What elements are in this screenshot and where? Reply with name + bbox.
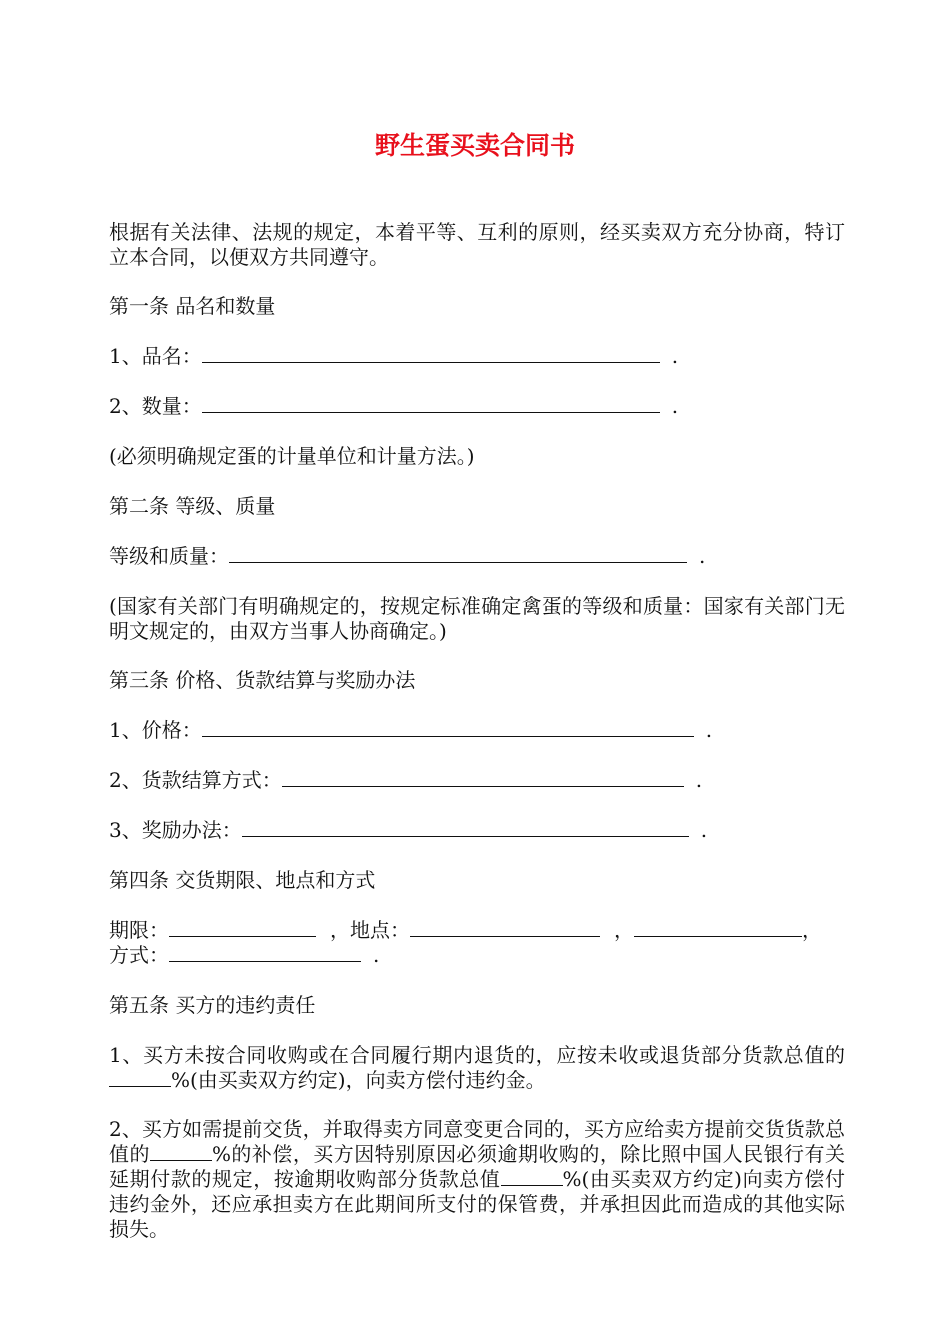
term-label: 期限：: [109, 918, 169, 942]
article-1-note: (必须明确规定蛋的计量单位和计量方法。): [109, 444, 475, 468]
price-line: [109, 718, 845, 743]
reward-line: [109, 818, 845, 843]
place-label: ，地点：: [330, 918, 410, 942]
extra-blank[interactable]: [634, 918, 802, 937]
overdue-rate-blank[interactable]: [501, 1167, 563, 1186]
delivery-line-1: [109, 918, 845, 943]
end-mark: .: [671, 394, 679, 418]
product-name-label: 1、品名：: [109, 344, 202, 368]
grade-quality-blank[interactable]: [229, 544, 687, 563]
product-name-blank[interactable]: [202, 344, 660, 363]
article-2-heading: 第二条 等级、质量: [109, 494, 276, 518]
place-blank[interactable]: [410, 918, 600, 937]
comma: ，: [614, 918, 634, 942]
price-blank[interactable]: [202, 718, 694, 737]
article-4-heading: 第四条 交货期限、地点和方式: [109, 868, 376, 892]
grade-quality-line: [109, 544, 845, 569]
article-1-heading: 第一条 品名和数量: [109, 294, 276, 318]
delivery-line-2: [109, 943, 845, 968]
settlement-line: [109, 768, 845, 793]
quantity-label: 2、数量：: [109, 394, 202, 418]
clause-5-1-text-b: %(由买卖双方约定)，向卖方偿付违约金。: [171, 1068, 546, 1092]
reward-blank[interactable]: [242, 818, 689, 837]
compensation-rate-blank[interactable]: [150, 1142, 212, 1161]
method-blank[interactable]: [169, 943, 361, 962]
product-name-line: [109, 344, 845, 369]
quantity-line: [109, 394, 845, 419]
article-2-note: (国家有关部门有明确规定的，按规定标准确定禽蛋的等级和质量：国家有关部门无明文规定的，由双方当事人协商确定。): [109, 594, 845, 643]
term-blank[interactable]: [169, 918, 316, 937]
clause-5-2-text-a: 2、买方如需提前交货，并取得卖方同意变更合同的，买方应给卖方提前交货货款总值的: [109, 1117, 845, 1166]
penalty-rate-blank[interactable]: [109, 1068, 171, 1087]
clause-5-1: [109, 1043, 845, 1093]
clause-5-2: [109, 1117, 845, 1242]
method-label: 方式：: [109, 943, 169, 967]
reward-label: 3、奖励办法：: [109, 818, 242, 842]
settlement-blank[interactable]: [282, 768, 684, 787]
grade-quality-label: 等级和质量：: [109, 544, 229, 568]
clause-5-2-text-c: %(由买卖双方约定)向卖方偿付违约金外，还应承担卖方在此期间所支付的保管费，并承担因此而造成的其他实际损失。: [109, 1167, 846, 1241]
end-mark: .: [700, 818, 708, 842]
end-mark: .: [699, 544, 706, 568]
end-mark: .: [373, 943, 380, 967]
document-title: 野生蛋买卖合同书: [374, 131, 575, 160]
end-mark: .: [695, 768, 703, 792]
comma: ，: [802, 918, 822, 942]
end-mark: .: [705, 718, 713, 742]
price-label: 1、价格：: [109, 718, 202, 742]
clause-5-1-text-a: 1、买方未按合同收购或在合同履行期内退货的，应按未收或退货部分货款总值的: [109, 1043, 845, 1067]
article-5-heading: 第五条 买方的违约责任: [109, 993, 316, 1017]
quantity-blank[interactable]: [202, 394, 660, 413]
end-mark: .: [671, 344, 679, 368]
clause-5-2-text-b: %的补偿，买方因特别原因必须逾期收购的，除比照中国人民银行有关延期付款的规定，按逾期收购部分货款总值: [109, 1142, 845, 1191]
settlement-label: 2、货款结算方式：: [109, 768, 282, 792]
intro-paragraph: 根据有关法律、法规的规定，本着平等、互利的原则，经买卖双方充分协商，特订立本合同，以便双方共同遵守。: [109, 220, 845, 269]
article-3-heading: 第三条 价格、货款结算与奖励办法: [109, 668, 416, 692]
